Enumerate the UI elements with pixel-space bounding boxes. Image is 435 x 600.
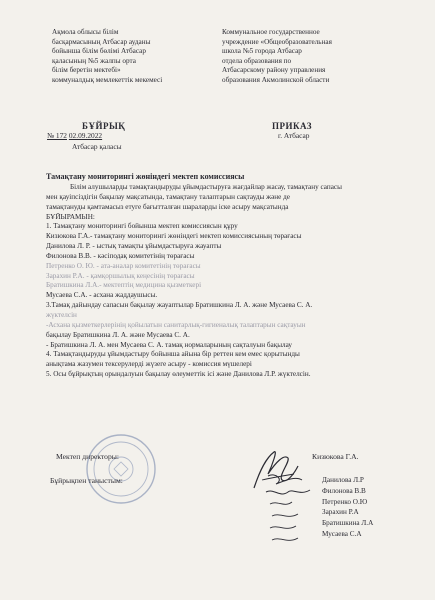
city-kz: Атбасар қаласы	[72, 142, 122, 151]
header-right-line: учреждение «Общеобразовательная	[222, 37, 332, 46]
header-left-line: қаласының №5 жалпы орта	[52, 56, 136, 65]
order-heading-ru: ПРИКАЗ	[272, 121, 313, 131]
header-left-line: бойынша білім бөлімі Атбасар	[52, 47, 146, 56]
body-line: Білім алушыларды тамақтандыруды ұйымдастыруға жағдайлар жасау, тамақтану сапасы	[70, 183, 342, 191]
body-line: - Братишкина Л. А. мен Мусаева С. А. тамақ нормаларының сақталуын бақылау	[46, 340, 293, 349]
document-body	[46, 183, 406, 380]
body-line: бақылау Братишкина Л. А. және Мусаева С. А.	[46, 330, 190, 339]
header-left-line: басқармасының Атбасар ауданы	[52, 37, 151, 46]
acknowledged-name: Мусаева С.А	[322, 529, 362, 538]
body-line: анықтама жазумен тексерулерді жүзеге асыру - комиссия мүшелері	[46, 360, 252, 369]
acknowledged-name: Зарахин Р.А	[322, 508, 359, 517]
header-left-block	[52, 28, 162, 86]
acknowledged-name: Петренко О.Ю	[322, 497, 368, 506]
body-line: 1. Тамақтану мониторингі бойынша мектеп комиссиясын құру	[46, 222, 238, 231]
body-line: 3.Тамақ дайындау сапасын бақылау жауаптылар Братишкина Л. А. және Мусаева С. А.	[46, 301, 313, 310]
body-line: жүктелсін	[46, 310, 77, 319]
body-line: Кизюкова Г.А.- тамақтану мониторингі жөніндегі мектеп комиссиясының төрағасы	[46, 232, 302, 241]
body-line: тамақтануды қамтамасыз етуге бағытталған шараларды іске асыру мақсатында	[46, 202, 289, 211]
order-number: № 172	[47, 131, 67, 140]
header-right-line: Атбасарскому району управления	[222, 66, 326, 75]
acknowledged-label: Бұйрықпен таныстым:	[50, 476, 123, 485]
acknowledged-list	[322, 475, 373, 540]
body-line: Мусаева С.А. - асхана жаддаушысы.	[46, 291, 158, 300]
acknowledgement-signatures	[262, 470, 318, 550]
header-right-line: отдела образования по	[222, 56, 292, 65]
header-left-line: Ақмола облысы білім	[52, 28, 119, 36]
document-title: Тамақтану мониторингі жөніндегі мектеп комиссиясы	[46, 172, 245, 181]
body-line: мен қауіпсіздігін бақылау мақсатында, тамақтану талаптарын сақтауды және де	[46, 192, 290, 201]
city-ru: г. Атбасар	[278, 131, 310, 140]
acknowledged-name: Данилова Л.Р	[322, 476, 364, 484]
director-label: Мектеп директоры:	[56, 452, 119, 461]
header-left-line: білім беретін мектебі»	[52, 66, 121, 75]
header-right-line: образования Акмолинской области	[222, 75, 330, 84]
body-line: Братишкина Л.А.- мектептің медицина қызметкері	[46, 281, 202, 290]
body-line: Петренко О. Ю. - ата-аналар комитетінің төрағасы	[46, 261, 201, 270]
body-line: 4. Тамақтандыруды ұйымдастыру бойынша айына бір реттен кем емес қорытынды	[46, 350, 300, 359]
body-line: БҰЙЫРАМЫН:	[46, 212, 95, 221]
order-date: 02.09.2022	[68, 131, 103, 140]
round-stamp	[84, 432, 158, 506]
body-line: -Асхана қызметкерлерінің қойылатын санитарлық-гигиеналық талаптарын сақтауын	[46, 320, 306, 329]
header-right-block	[222, 28, 332, 86]
header-right-line: Коммунальное государственное	[222, 28, 320, 36]
acknowledged-name: Братишкина Л.А	[322, 519, 374, 528]
order-number-date	[47, 131, 102, 140]
order-heading-kz: БҰЙРЫҚ	[82, 121, 126, 131]
body-line: Зарахин Р.А. - қамқоршылық кеңесінің төрағасы	[46, 271, 195, 280]
body-line: Филонова В.В. - кәсіподақ комитетінің төрағасы	[46, 251, 195, 260]
body-line: Данилова Л. Р. - ыстық тамақты ұйымдастыруға жауапты	[46, 242, 222, 251]
header-right-line: школа №5 города Атбасар	[222, 47, 302, 56]
body-line: 5. Осы бұйрықтың орындалуын бақылау өлеуметтік ісі және Данилова Л.Р. жүктелсін.	[46, 370, 311, 379]
director-name: Кизюкова Г.А.	[312, 452, 359, 461]
header-left-line: коммуналдық мемлекеттік мекемесі	[52, 75, 163, 84]
acknowledged-name: Филонова В.В	[322, 486, 366, 495]
